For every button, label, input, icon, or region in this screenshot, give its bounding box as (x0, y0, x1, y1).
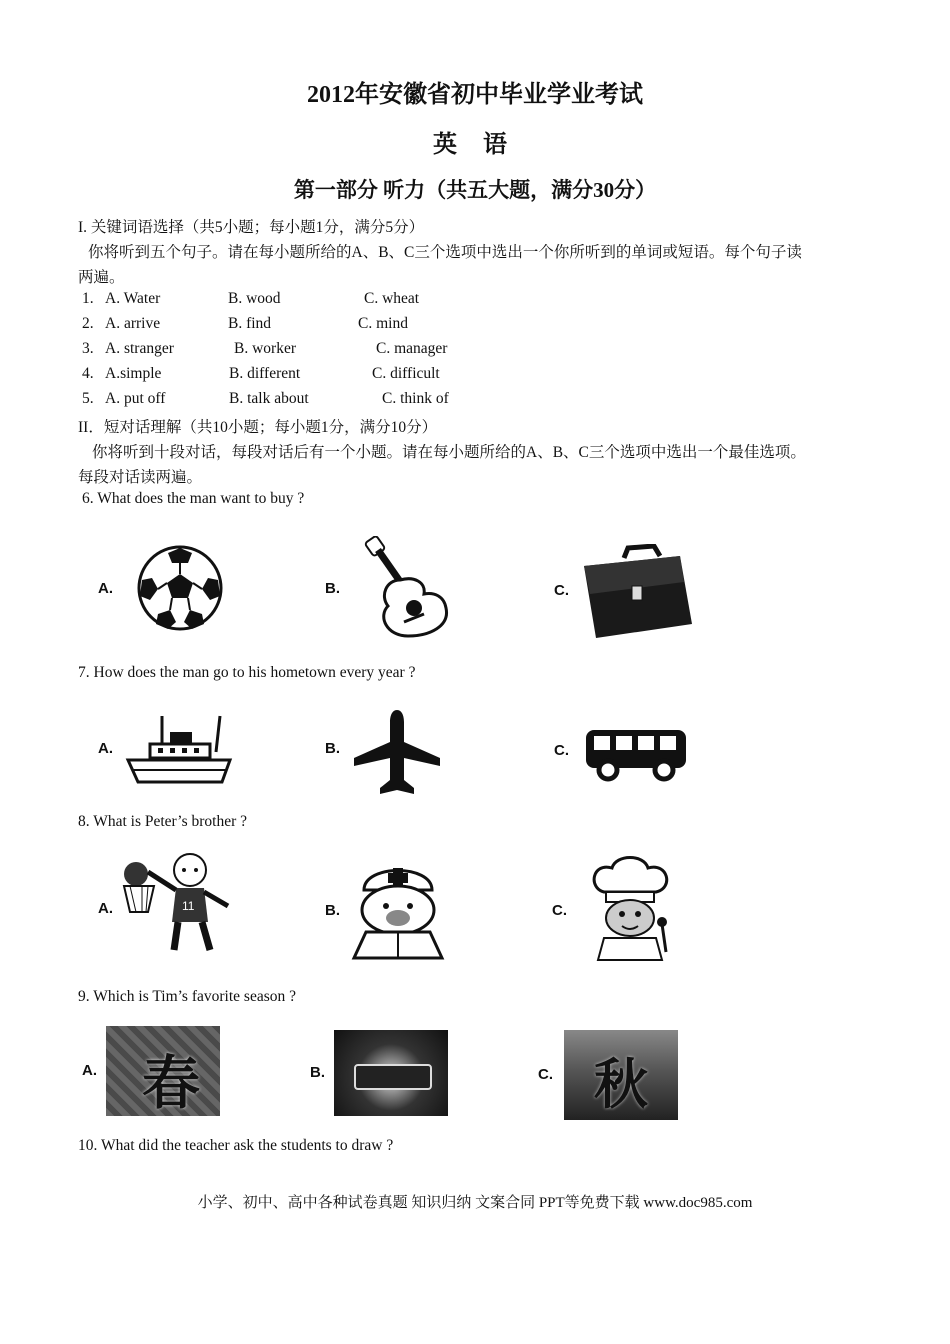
section2-heading: II．短对话理解（共10小题；每小题1分，满分10分） (78, 419, 438, 436)
option-b: B. find (228, 315, 272, 332)
option-c: C. manager (376, 340, 448, 357)
option-b: B. different (229, 365, 301, 382)
exam-title: 2012年安徽省初中毕业学业考试 (307, 82, 643, 108)
section1-instruction-line2: 两遍。 (78, 269, 125, 286)
option-a-label: A. (98, 740, 113, 757)
ship-icon (124, 712, 234, 788)
airplane-icon (352, 708, 442, 798)
option-a: A. stranger (105, 340, 174, 357)
question-number: 2. (82, 315, 94, 332)
guitar-icon (358, 536, 454, 640)
option-c-label: C. (538, 1066, 553, 1083)
subject-title: 英 语 (433, 132, 517, 158)
basketball-player-icon (118, 850, 238, 958)
option-b: B. worker (234, 340, 296, 357)
option-a: A.simple (105, 365, 162, 382)
option-c: C. difficult (372, 365, 440, 382)
option-c-label: C. (554, 582, 569, 599)
autumn-character: 秋 (594, 1052, 648, 1116)
option-a-label: A. (82, 1062, 97, 1079)
section1-instruction-line1: 你将听到五个句子。请在每小题所给的A、B、C三个选项中选出一个你所听到的单词或短语。每个句子读 (88, 244, 802, 261)
option-a: A. arrive (105, 315, 161, 332)
option-c: C. wheat (364, 290, 420, 307)
option-b-label: B. (325, 902, 340, 919)
option-c: C. mind (358, 315, 408, 332)
page-footer: 小学、初中、高中各种试卷真题 知识归纳 文案合同 PPT等免费下载 www.doc985.com (197, 1195, 753, 1211)
section2-instruction-line1: 你将听到十段对话，每段对话后有一个小题。请在每小题所给的A、B、C三个选项中选出一个最佳选项。 (92, 444, 806, 461)
autumn-picture (564, 1030, 678, 1120)
question-8-text: 8. What is Peter’s brother ? (78, 813, 248, 830)
section2-instruction-line2: 每段对话读两遍。 (78, 469, 203, 486)
spring-character: 春 (142, 1049, 201, 1116)
briefcase-icon (576, 544, 696, 640)
option-c-label: C. (552, 902, 567, 919)
chef-icon (582, 852, 678, 966)
option-a-label: A. (98, 900, 113, 917)
option-b-label: B. (310, 1064, 325, 1081)
option-a: A. Water (105, 290, 161, 307)
question-10-text: 10. What did the teacher ask the students to draw ? (78, 1137, 394, 1154)
question-number: 4. (82, 365, 94, 382)
spring-picture (106, 1026, 220, 1116)
option-b-label: B. (325, 740, 340, 757)
option-b-label: B. (325, 580, 340, 597)
option-c-label: C. (554, 742, 569, 759)
doctor-icon (346, 854, 450, 962)
question-number: 3. (82, 340, 94, 357)
summer-picture (334, 1030, 448, 1116)
part-title: 第一部分 听力（共五大题，满分30分） (293, 178, 657, 202)
section1-heading: I. 关键词语选择（共5小题；每小题1分，满分5分） (78, 219, 425, 236)
soccer-ball-icon (136, 544, 224, 632)
svg-text:11: 11 (182, 899, 195, 913)
option-c: C. think of (382, 390, 449, 407)
option-b: B. wood (228, 290, 281, 307)
option-b: B. talk about (229, 390, 309, 407)
question-6-text: 6. What does the man want to buy ? (82, 490, 305, 507)
bus-icon (582, 726, 690, 782)
option-a-label: A. (98, 580, 113, 597)
question-number: 5. (82, 390, 94, 407)
question-9-text: 9. Which is Tim’s favorite season ? (78, 988, 296, 1005)
question-7-text: 7. How does the man go to his hometown every year ? (78, 664, 416, 681)
option-a: A. put off (105, 390, 166, 407)
question-number: 1. (82, 290, 94, 307)
